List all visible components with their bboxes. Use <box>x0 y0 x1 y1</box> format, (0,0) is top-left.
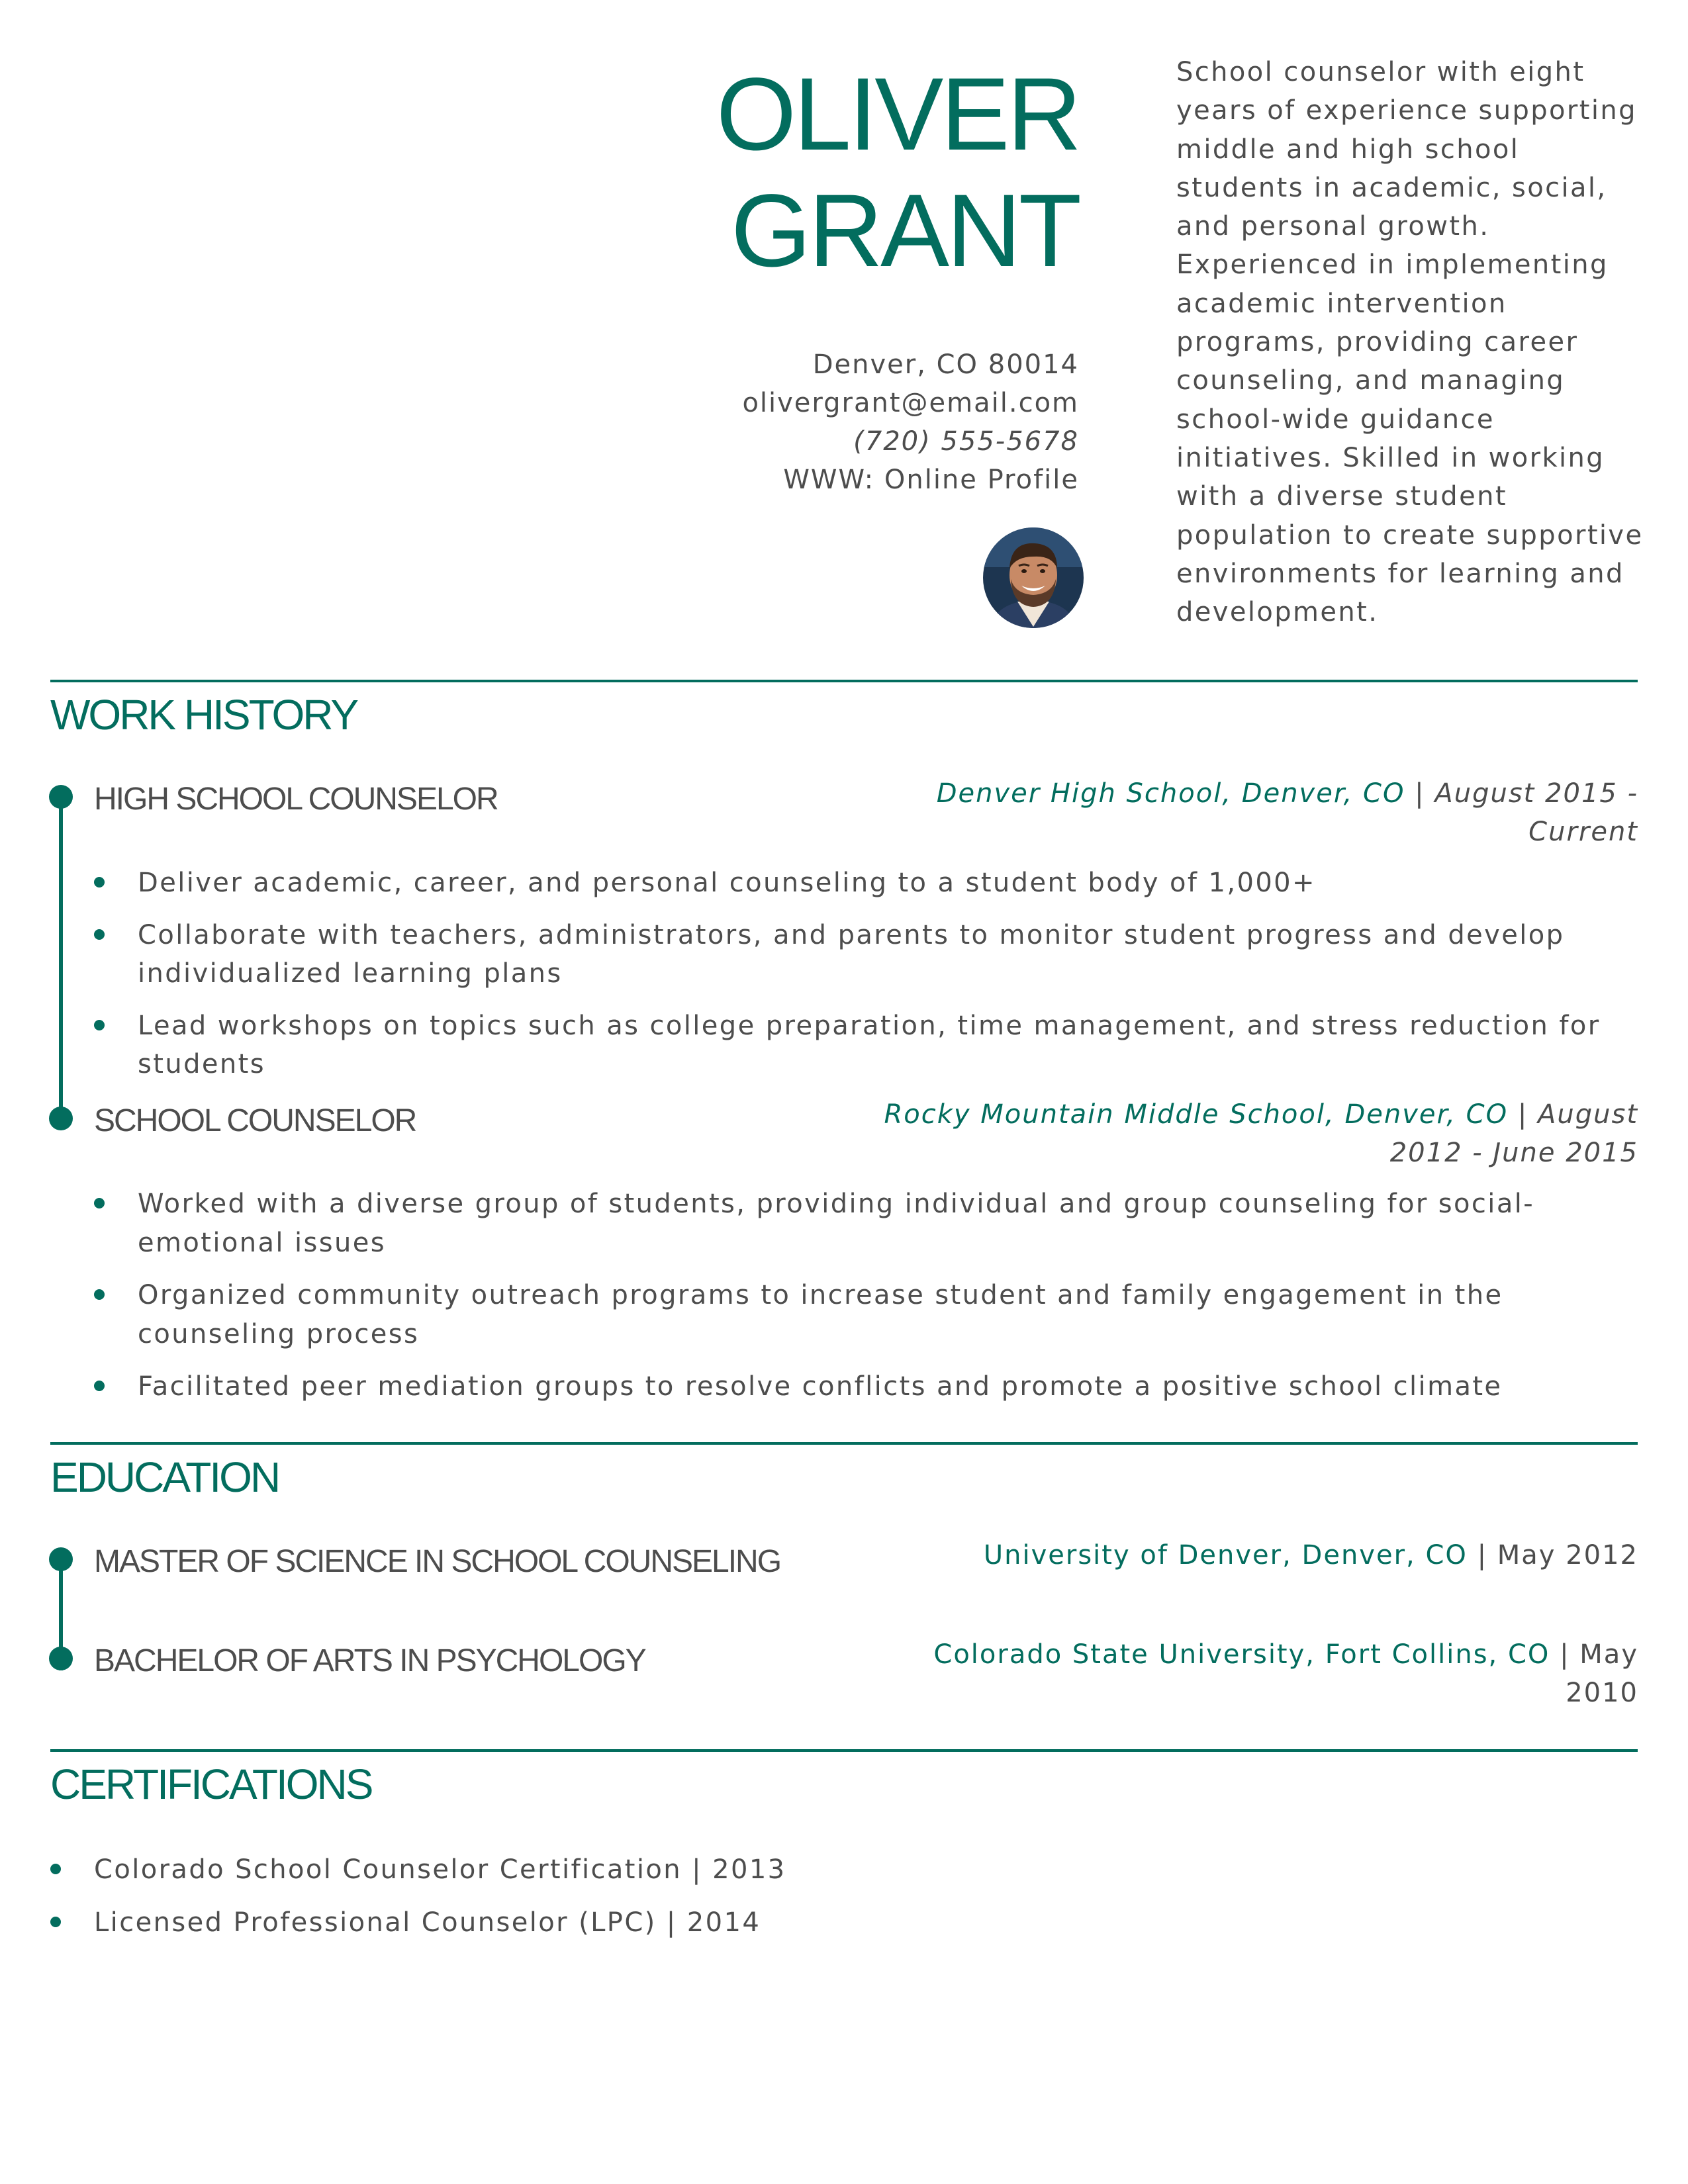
avatar-photo-icon <box>983 527 1084 628</box>
contact-info <box>742 345 1079 499</box>
education-meta-line1 <box>984 1536 1638 1574</box>
timeline-dot <box>49 1647 73 1670</box>
list-item: Colorado School Counselor Certification | 2013 <box>50 1850 786 1889</box>
graduation-date: May 2012 <box>1497 1540 1638 1570</box>
section-divider <box>50 680 1638 682</box>
website-link[interactable]: WWW: Online Profile <box>783 465 1079 495</box>
section-divider <box>50 1442 1638 1445</box>
graduation-month: May <box>1579 1639 1638 1670</box>
employer-name: Rocky Mountain Middle School <box>884 1099 1325 1130</box>
job-bullets <box>94 1185 1643 1406</box>
graduation-year: 2010 <box>1566 1678 1638 1708</box>
avatar <box>983 527 1084 628</box>
list-item: Licensed Professional Counselor (LPC) | 2014 <box>50 1903 786 1942</box>
school-name: University of Denver, Denver, CO <box>983 1540 1468 1570</box>
school-name: Colorado State University, Fort Collins, CO <box>933 1639 1550 1670</box>
job-start-date: August <box>1538 1099 1638 1130</box>
degree-title: MASTER OF SCIENCE IN SCHOOL COUNSELING <box>94 1544 781 1579</box>
list-item: Worked with a diverse group of students, providing individual and group counseling for social-emotional issues <box>94 1185 1643 1262</box>
list-item: Facilitated peer mediation groups to resolve conflicts and promote a positive school climate <box>94 1367 1643 1406</box>
job-meta-line1: Rocky Mountain Middle School, Denver, CO | August <box>884 1099 1638 1130</box>
list-item: Organized community outreach programs to increase student and family engagement in the counseling process <box>94 1276 1643 1353</box>
certifications-heading: CERTIFICATIONS <box>50 1760 372 1808</box>
phone-number[interactable]: (720) 555-5678 <box>853 426 1079 457</box>
timeline-dot <box>49 1547 73 1571</box>
education-heading: EDUCATION <box>50 1453 279 1501</box>
education-meta <box>933 1635 1638 1712</box>
job-location: Denver, CO <box>1241 778 1405 809</box>
list-item: Collaborate with teachers, administrators, and parents to monitor student progress and develop individualized learning plans <box>94 916 1643 993</box>
timeline-dot <box>49 785 73 809</box>
job-bullets <box>94 864 1643 1084</box>
job-title: HIGH SCHOOL COUNSELOR <box>94 782 498 817</box>
job-end-date: 2012 - June 2015 <box>1389 1138 1638 1168</box>
timeline-dot <box>49 1107 73 1130</box>
job-title: SCHOOL COUNSELOR <box>94 1103 416 1138</box>
job-meta <box>884 1095 1638 1172</box>
degree-title: BACHELOR OF ARTS IN PSYCHOLOGY <box>94 1643 645 1678</box>
last-name: GRANT <box>731 173 1079 289</box>
list-item: Lead workshops on topics such as college preparation, time management, and stress reduction for students <box>94 1007 1643 1084</box>
separator: | <box>1550 1639 1580 1670</box>
education-meta <box>984 1536 1638 1574</box>
first-name: OLIVER <box>716 57 1079 172</box>
certifications-list <box>50 1850 786 1942</box>
job-end-date: Current <box>1528 817 1638 847</box>
employer-name: Denver High School <box>936 778 1223 809</box>
candidate-name <box>716 56 1079 289</box>
work-history-heading: WORK HISTORY <box>50 691 357 739</box>
education-meta-line1 <box>933 1635 1638 1674</box>
separator: | <box>1467 1540 1497 1570</box>
separator: | <box>1508 1099 1538 1130</box>
job-location: Denver, CO <box>1344 1099 1509 1130</box>
summary: School counselor with eight years of experience supporting middle and high school students in academic, social, and personal growth. Experienced in implementing academic intervention programs, providing career counseling, and managing school-wide guidance initiatives. Skilled in working with a diverse student population to create supportive environments for learning and development. <box>1176 57 1644 628</box>
email-link[interactable]: olivergrant@email.com <box>742 388 1079 418</box>
job-start-date: August 2015 - <box>1434 778 1638 809</box>
job-meta-line1: Denver High School, Denver, CO | August 2015 - <box>936 778 1638 809</box>
work-timeline <box>59 806 63 1118</box>
job-meta <box>937 774 1638 851</box>
list-item: Deliver academic, career, and personal counseling to a student body of 1,000+ <box>94 864 1643 903</box>
address: Denver, CO 80014 <box>812 349 1079 380</box>
separator: | <box>1405 778 1435 809</box>
section-divider <box>50 1749 1638 1752</box>
